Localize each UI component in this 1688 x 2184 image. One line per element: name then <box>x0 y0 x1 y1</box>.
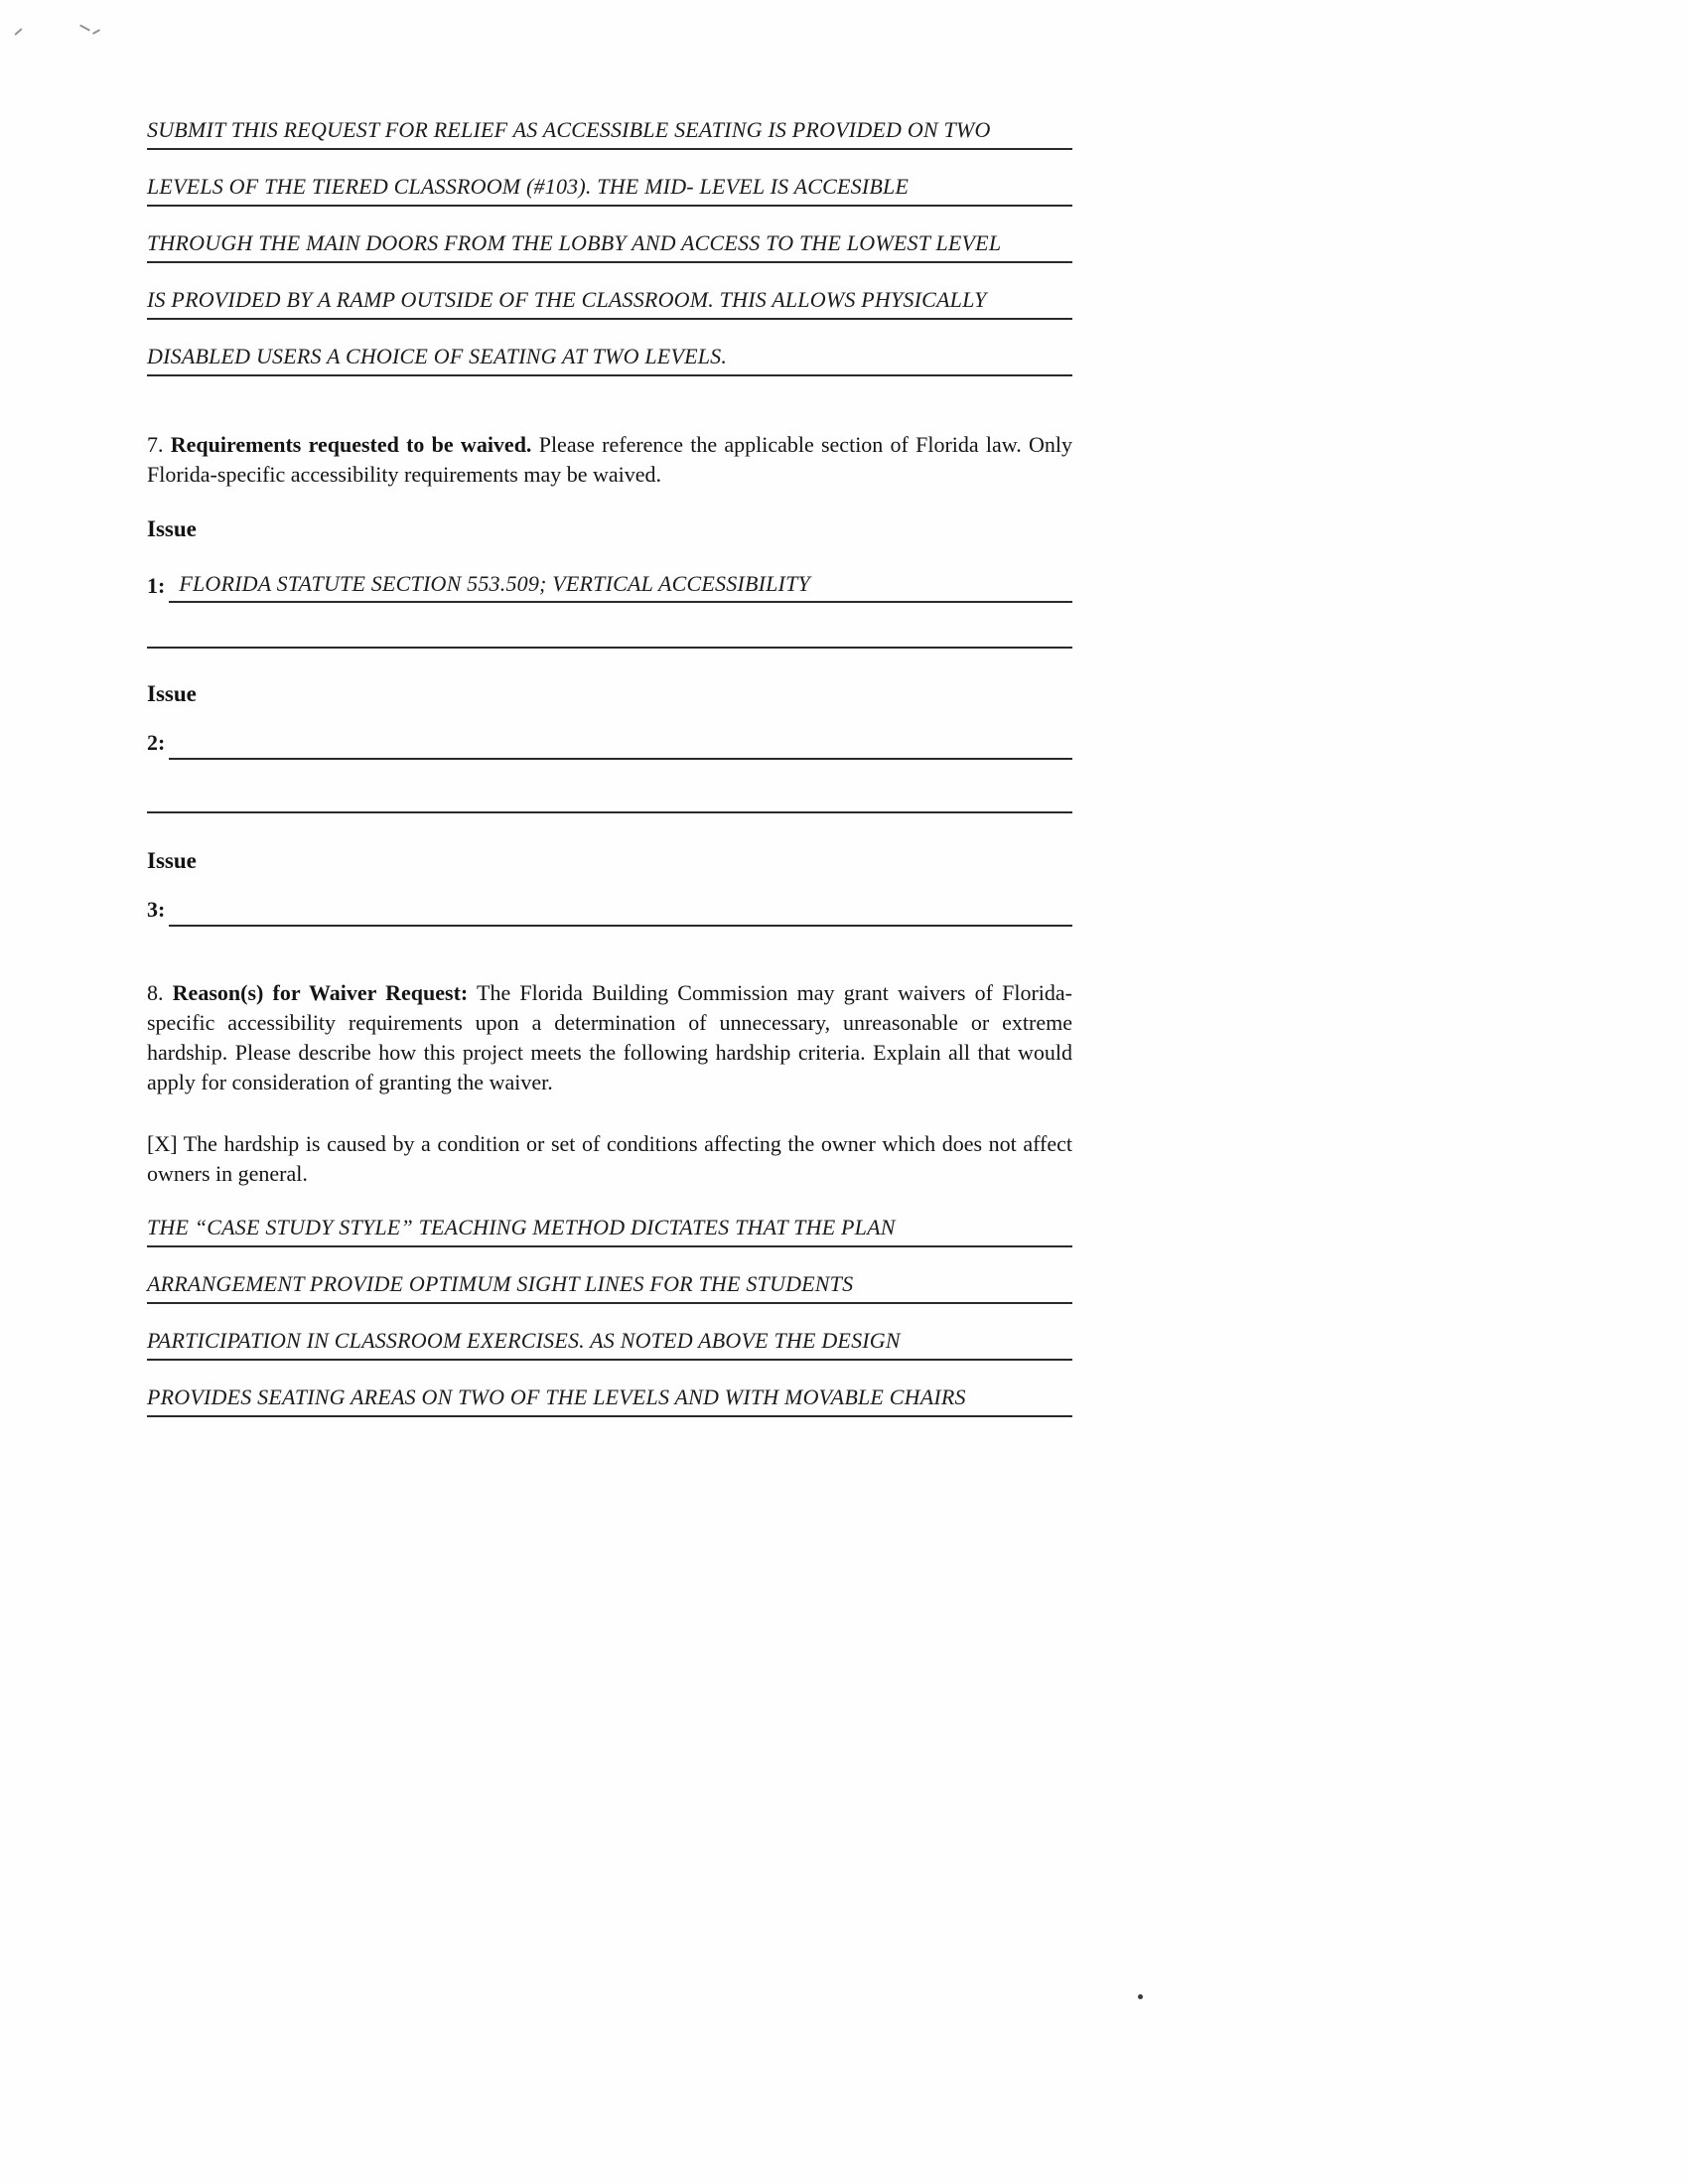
answer-line-text: THE “CASE STUDY STYLE” TEACHING METHOD DICTATES THAT THE PLAN <box>147 1215 896 1239</box>
answer-line-text: SUBMIT THIS REQUEST FOR RELIEF AS ACCESSIBLE SEATING IS PROVIDED ON TWO <box>147 117 991 142</box>
issue-3-value <box>169 921 1072 927</box>
answer-line <box>147 263 1072 320</box>
issue-2-value <box>169 754 1072 760</box>
answer-line-text: THROUGH THE MAIN DOORS FROM THE LOBBY AND ACCESS TO THE LOWEST LEVEL <box>147 230 1002 255</box>
scan-mark-icon <box>14 28 22 36</box>
answer-line <box>147 1304 1072 1361</box>
stray-dot-mark <box>1138 1994 1143 1999</box>
answer-block-2 <box>147 1191 1072 1417</box>
question-8-paragraph <box>147 978 1072 1097</box>
answer-line-text: ARRANGEMENT PROVIDE OPTIMUM SIGHT LINES FOR THE STUDENTS <box>147 1271 854 1296</box>
question-8-number: 8. <box>147 980 164 1005</box>
answer-line-text: LEVELS OF THE TIERED CLASSROOM (#103). THE MID- LEVEL IS ACCESIBLE <box>147 174 910 199</box>
issue-2-label: Issue <box>147 681 197 706</box>
issue-3-label: Issue <box>147 848 197 873</box>
answer-block-1 <box>147 93 1072 376</box>
checkbox-mark: [X] <box>147 1131 178 1156</box>
question-7-title: Requirements requested to be waived. <box>170 432 532 457</box>
issue-1-value: FLORIDA STATUTE SECTION 553.509; VERTICAL ACCESSIBILITY <box>169 571 1072 603</box>
answer-line-text: IS PROVIDED BY A RAMP OUTSIDE OF THE CLASSROOM. THIS ALLOWS PHYSICALLY <box>147 287 987 312</box>
question-7-paragraph <box>147 430 1072 490</box>
issue-3-row <box>147 883 1072 927</box>
answer-line-text: DISABLED USERS A CHOICE OF SEATING AT TWO LEVELS. <box>147 344 728 368</box>
issue-2-row <box>147 716 1072 760</box>
answer-line <box>147 93 1072 150</box>
answer-line <box>147 150 1072 207</box>
question-7-number: 7. <box>147 432 164 457</box>
issue-1-row <box>147 559 1072 603</box>
answer-line-text: PROVIDES SEATING AREAS ON TWO OF THE LEVELS AND WITH MOVABLE CHAIRS <box>147 1384 966 1409</box>
answer-line <box>147 207 1072 263</box>
blank-answer-line <box>147 811 1072 813</box>
hardship-checkbox-paragraph <box>147 1129 1072 1189</box>
hardship-checkbox-text: The hardship is caused by a condition or set of conditions affecting the owner which does not affect owners in general. <box>147 1131 1072 1186</box>
answer-line-text: PARTICIPATION IN CLASSROOM EXERCISES. AS NOTED ABOVE THE DESIGN <box>147 1328 901 1353</box>
issue-2-number: 2: <box>147 730 166 755</box>
issue-1-number: 1: <box>147 573 166 598</box>
answer-line <box>147 1247 1072 1304</box>
question-8-title: Reason(s) for Waiver Request: <box>172 980 469 1005</box>
blank-answer-line <box>147 647 1072 649</box>
issue-1-label: Issue <box>147 516 197 541</box>
text-column <box>147 0 1072 1417</box>
question-7-body: Please reference the applicable section of Florida law. Only Florida-specific accessibility requirements may be waived. <box>147 432 1073 487</box>
answer-line <box>147 320 1072 376</box>
issue-3-number: 3: <box>147 897 166 922</box>
question-8-body: The Florida Building Commission may grant waivers of Florida-specific accessibility requirements upon a determination of unnecessary, unreasonable or extreme hardship. Please describe how this project meets the following hardship criteria. Explain all that would apply for consideration of granting the waiver. <box>147 980 1073 1094</box>
answer-line <box>147 1191 1072 1247</box>
scan-mark-icon <box>92 29 100 35</box>
scan-mark-icon <box>79 25 90 32</box>
answer-line <box>147 1361 1072 1417</box>
